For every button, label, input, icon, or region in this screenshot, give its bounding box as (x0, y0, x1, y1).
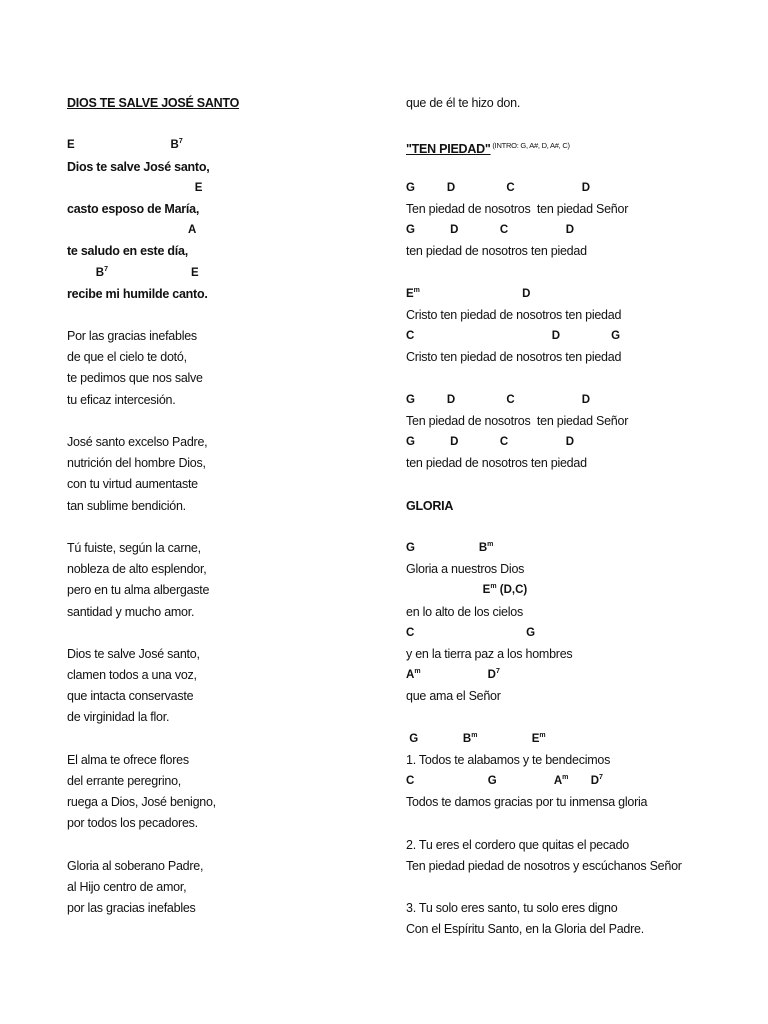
right-spacer (406, 517, 746, 538)
right-chord-line-text: C G (406, 626, 536, 639)
right-spacer (406, 368, 746, 389)
right-spacer (406, 877, 746, 898)
left-lyric-line (67, 157, 387, 178)
right-chord-line (406, 432, 746, 453)
right-spacer (406, 263, 746, 284)
left-lyric-line (67, 877, 387, 898)
section-heading-text: GLORIA (406, 498, 454, 513)
left-lyric-line (67, 368, 387, 389)
left-lyric-line-text: al Hijo centro de amor, (67, 879, 187, 894)
chord-modifier: m (487, 540, 494, 548)
right-chord-line (406, 178, 746, 199)
left-lyric-line (67, 538, 387, 559)
left-lyric-line-text: nobleza de alto esplendor, (67, 562, 207, 577)
right-chord-line-text: E (406, 584, 491, 597)
left-lyric-line-text: tan sublime bendición. (67, 498, 186, 513)
chord-modifier: 7 (599, 774, 603, 781)
left-lyric-line (67, 856, 387, 877)
right-lyric-line (406, 856, 746, 877)
right-lyric-line (406, 602, 746, 623)
chord-modifier: 7 (104, 265, 108, 273)
right-lyric-line-text: Gloria a nuestros Dios (406, 562, 525, 577)
right-chord-line (406, 390, 746, 411)
right-lyric-line (406, 305, 746, 326)
chord-continuation: D (419, 287, 531, 300)
right-lyric-line (406, 792, 746, 813)
left-lyric-line-text: que intacta conservaste (67, 689, 194, 704)
chord-continuation: E (477, 732, 540, 745)
right-chord-line-text: E (406, 287, 414, 300)
right-lyric-line-text: ten piedad de nosotros ten piedad (406, 456, 587, 471)
right-lyric-line-text: 3. Tu solo eres santo, tu solo eres digno (406, 901, 618, 916)
left-lyric-line-text: Tú fuiste, según la carne, (67, 540, 201, 555)
right-lyric-line-text: 2. Tu eres el cordero que quitas el pecado (406, 837, 629, 852)
left-lyric-line-text: pero en tu alma albergaste (67, 583, 210, 598)
chord-continuation: (D,C) (496, 584, 528, 597)
left-lyric-line-text: te saludo en este día, (67, 244, 188, 259)
right-lyric-line-text: que de él te hizo don. (406, 96, 521, 110)
left-spacer (67, 411, 387, 432)
right-lyric-line (406, 199, 746, 220)
left-lyric-line (67, 813, 387, 834)
right-lyric-line (406, 686, 746, 707)
right-lyric-line-text: Con el Espíritu Santo, en la Gloria del Padre. (406, 922, 644, 937)
right-lyric-line-text: Cristo ten piedad de nosotros ten piedad (406, 350, 622, 365)
chord-modifier: 7 (178, 138, 183, 146)
left-lyric-line (67, 750, 387, 771)
left-chord-line (67, 135, 387, 156)
chord-continuation: D (420, 669, 496, 682)
right-chord-line (406, 284, 746, 305)
left-lyric-line (67, 347, 387, 368)
left-lyric-line (67, 453, 387, 474)
right-lyric-line-text: Ten piedad de nosotros ten piedad Señor (406, 201, 629, 216)
left-lyric-line (67, 199, 387, 220)
left-chord-line (67, 220, 387, 241)
right-lyric-line-text: Ten piedad de nosotros ten piedad Señor (406, 413, 629, 428)
right-chord-line (406, 729, 746, 750)
right-lyric-line (406, 411, 746, 432)
right-lyric-line (406, 919, 746, 940)
right-chord-line (406, 580, 746, 601)
right-chord-line-text: G D C D (406, 393, 591, 406)
chord-continuation: D (568, 775, 600, 787)
left-lyric-line (67, 686, 387, 707)
intro-chords: (INTRO: G, A#, D, A#, C) (490, 141, 570, 151)
right-chord-line-text: G D C D (406, 181, 591, 194)
left-lyric-line-text: por las gracias inefables (67, 901, 196, 916)
left-lyric-line (67, 326, 387, 347)
left-lyric-line (67, 284, 387, 305)
right-chord-line-text: G B (406, 732, 472, 745)
chord-modifier: m (413, 286, 420, 294)
left-spacer (67, 114, 387, 135)
right-chord-line-text: G D C D (406, 436, 575, 448)
right-lyric-line-text: que ama el Señor (406, 689, 501, 704)
right-lyric-line-text: en lo alto de los cielos (406, 604, 523, 619)
right-chord-line (406, 326, 746, 347)
left-lyric-line-text: clamen todos a una voz, (67, 668, 197, 683)
left-lyric-line-text: de que el cielo te dotó, (67, 350, 187, 365)
right-lyric-line (406, 644, 746, 665)
chord-continuation: E (107, 266, 199, 279)
right-lyric-line (406, 93, 746, 114)
left-lyric-line (67, 898, 387, 919)
left-lyric-line (67, 665, 387, 686)
right-lyric-line-text: y en la tierra paz a los hombres (406, 646, 573, 661)
section-heading (406, 496, 746, 517)
right-chord-line-text: G D C D (406, 224, 575, 237)
left-spacer (67, 517, 387, 538)
left-lyric-line (67, 390, 387, 411)
left-lyric-line-text: Dios te salve José santo, (67, 646, 200, 661)
left-chord-line (67, 178, 387, 199)
chord-modifier: m (562, 774, 569, 781)
right-lyric-line-text: ten piedad de nosotros ten piedad (406, 244, 587, 259)
right-spacer (406, 157, 746, 178)
right-column (406, 93, 746, 941)
right-spacer (406, 474, 746, 495)
left-lyric-line (67, 792, 387, 813)
chord-modifier: m (539, 731, 546, 739)
right-lyric-line (406, 453, 746, 474)
right-chord-line-text: A (406, 669, 415, 682)
left-spacer (67, 835, 387, 856)
left-spacer (67, 623, 387, 644)
right-spacer (406, 114, 746, 135)
right-chord-line-text: G B (406, 541, 488, 554)
left-lyric-line (67, 771, 387, 792)
left-lyric-line (67, 644, 387, 665)
right-lyric-line (406, 347, 746, 368)
right-chord-line (406, 220, 746, 241)
left-lyric-line-text: tu eficaz intercesión. (67, 392, 176, 407)
left-lyric-line-text: de virginidad la flor. (67, 710, 170, 725)
left-column (67, 93, 387, 919)
left-lyric-line-text: José santo excelso Padre, (67, 435, 208, 449)
left-lyric-line (67, 241, 387, 262)
left-lyric-line-text: nutrición del hombre Dios, (67, 456, 206, 471)
section-heading-text: "TEN PIEDAD" (406, 142, 491, 157)
left-chord-line (67, 263, 387, 284)
left-chord-line-text: E (67, 181, 203, 194)
right-lyric-line-text: Todos te damos gracias por tu inmensa gloria (406, 795, 648, 810)
left-lyric-line (67, 602, 387, 623)
left-lyric-line-text: con tu virtud aumentaste (67, 477, 198, 492)
left-spacer (67, 305, 387, 326)
left-lyric-line-text: por todos los pecadores. (67, 816, 198, 831)
left-lyric-line-text: Dios te salve José santo, (67, 159, 210, 174)
left-lyric-line (67, 580, 387, 601)
left-lyric-line-text: del errante peregrino, (67, 774, 182, 788)
left-lyric-line (67, 496, 387, 517)
left-lyric-line-text: santidad y mucho amor. (67, 604, 195, 619)
right-lyric-line (406, 898, 746, 919)
right-lyric-line (406, 750, 746, 771)
right-chord-line (406, 665, 746, 686)
left-lyric-line (67, 432, 387, 453)
right-chord-line-text: C G A (406, 775, 563, 787)
right-lyric-line (406, 559, 746, 580)
right-spacer (406, 707, 746, 728)
left-chord-line-text: E B (67, 139, 179, 152)
right-chord-line (406, 623, 746, 644)
chord-modifier: m (471, 731, 478, 739)
left-chord-line-text: B (67, 266, 105, 279)
right-chord-line-text: C D G (406, 330, 621, 343)
left-lyric-line (67, 707, 387, 728)
section-heading (406, 135, 746, 156)
right-spacer (406, 813, 746, 834)
left-lyric-line-text: Por las gracias inefables (67, 329, 197, 344)
left-lyric-line-text: te pedimos que nos salve (67, 371, 203, 386)
right-lyric-line-text: Cristo ten piedad de nosotros ten piedad (406, 307, 622, 322)
right-lyric-line-text: Ten piedad piedad de nosotros y escúchanos Señor (406, 858, 682, 873)
left-chord-line-text: A (67, 224, 197, 237)
left-lyric-line-text: casto esposo de María, (67, 201, 200, 216)
left-lyric-line (67, 559, 387, 580)
right-lyric-line-text: 1. Todos te alabamos y te bendecimos (406, 752, 611, 767)
song-title-text: DIOS TE SALVE JOSÉ SANTO (67, 96, 240, 110)
left-lyric-line-text: ruega a Dios, José benigno, (67, 795, 216, 810)
chord-modifier: m (490, 583, 497, 591)
left-spacer (67, 729, 387, 750)
right-lyric-line (406, 835, 746, 856)
song-title (67, 93, 387, 114)
chord-modifier: m (414, 668, 421, 676)
right-chord-line (406, 771, 746, 792)
chord-modifier: 7 (495, 668, 500, 676)
left-lyric-line-text: recibe mi humilde canto. (67, 286, 208, 301)
right-chord-line (406, 538, 746, 559)
left-lyric-line-text: El alma te ofrece flores (67, 752, 189, 767)
right-lyric-line (406, 241, 746, 262)
left-lyric-line (67, 474, 387, 495)
left-lyric-line-text: Gloria al soberano Padre, (67, 858, 204, 873)
